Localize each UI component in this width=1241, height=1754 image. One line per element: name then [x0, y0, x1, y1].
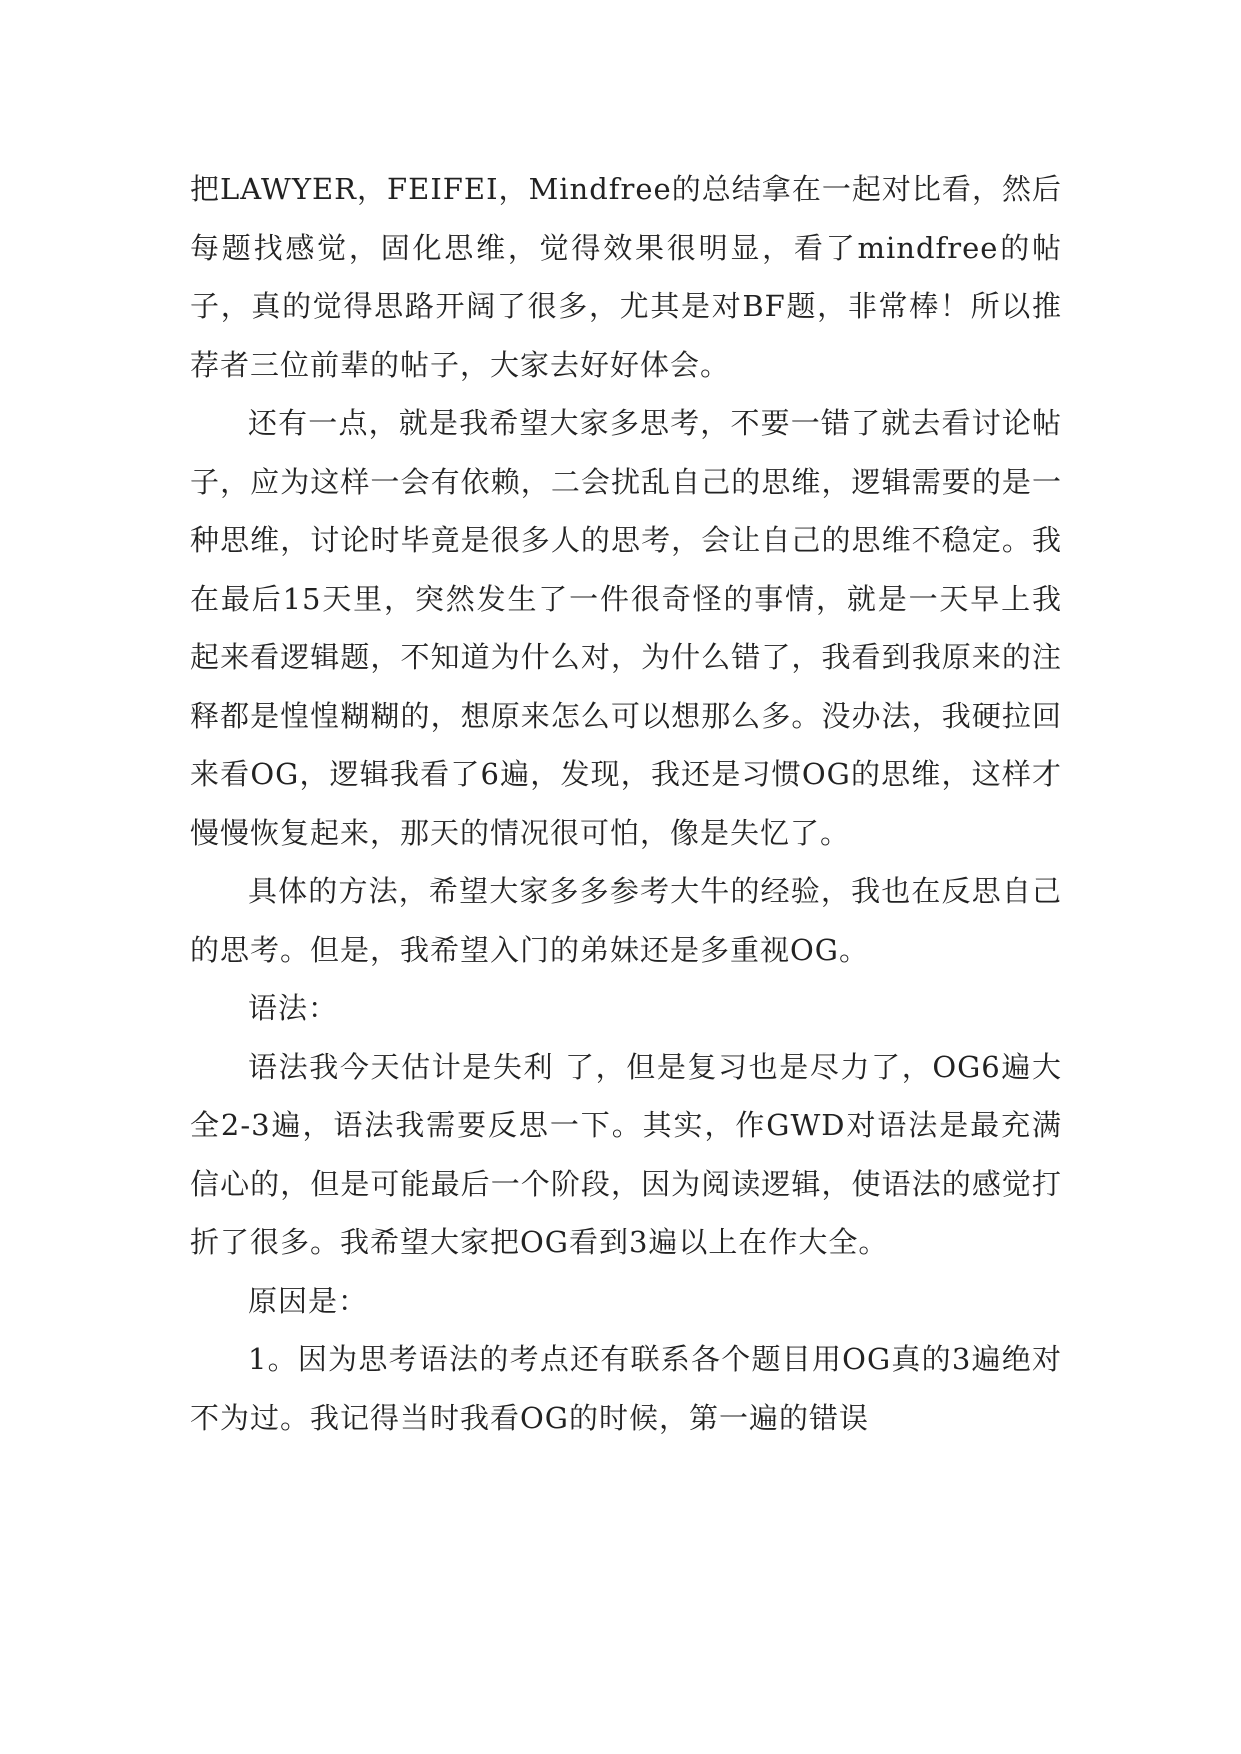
document-body [190, 160, 1062, 1447]
paragraph-logic-advice: 还有一点，就是我希望大家多思考，不要一错了就去看讨论帖子，应为这样一会有依赖，二会扰乱自己的思维，逻辑需要的是一种思维，讨论时毕竟是很多人的思考，会让自己的思维不稳定。我在最后15天里，突然发生了一件很奇怪的事情，就是一天早上我起来看逻辑题，不知道为什么对，为什么错了，我看到我原来的注释都是惶惶糊糊的，想原来怎么可以想那么多。没办法，我硬拉回来看OG，逻辑我看了6遍，发现，我还是习惯OG的思维，这样才慢慢恢复起来，那天的情况很可怕，像是失忆了。 [190, 406, 1062, 850]
paragraph-methods: 具体的方法，希望大家多多参考大牛的经验，我也在反思自己的思考。但是，我希望入门的弟妹还是多重视OG。 [190, 874, 1062, 967]
paragraph-reason-1: 1。因为思考语法的考点还有联系各个题目用OG真的3遍绝对不为过。我记得当时我看OG的时候，第一遍的错误 [190, 1342, 1062, 1435]
section-heading-reasons: 原因是： [248, 1283, 369, 1318]
paragraph-continuation: 把LAWYER，FEIFEI，Mindfree的总结拿在一起对比看，然后每题找感觉，固化思维，觉得效果很明显，看了mindfree的帖子，真的觉得思路开阔了很多，尤其是对BF题，非常棒！所以推荐者三位前辈的帖子，大家去好好体会。 [190, 172, 1062, 382]
paragraph-grammar: 语法我今天估计是失利 了，但是复习也是尽力了，OG6遍大全2-3遍，语法我需要反思一下。其实，作GWD对语法是最充满信心的，但是可能最后一个阶段，因为阅读逻辑，使语法的感觉打折了很多。我希望大家把OG看到3遍以上在作大全。 [190, 1049, 1062, 1259]
section-heading-grammar: 语法： [248, 991, 339, 1025]
